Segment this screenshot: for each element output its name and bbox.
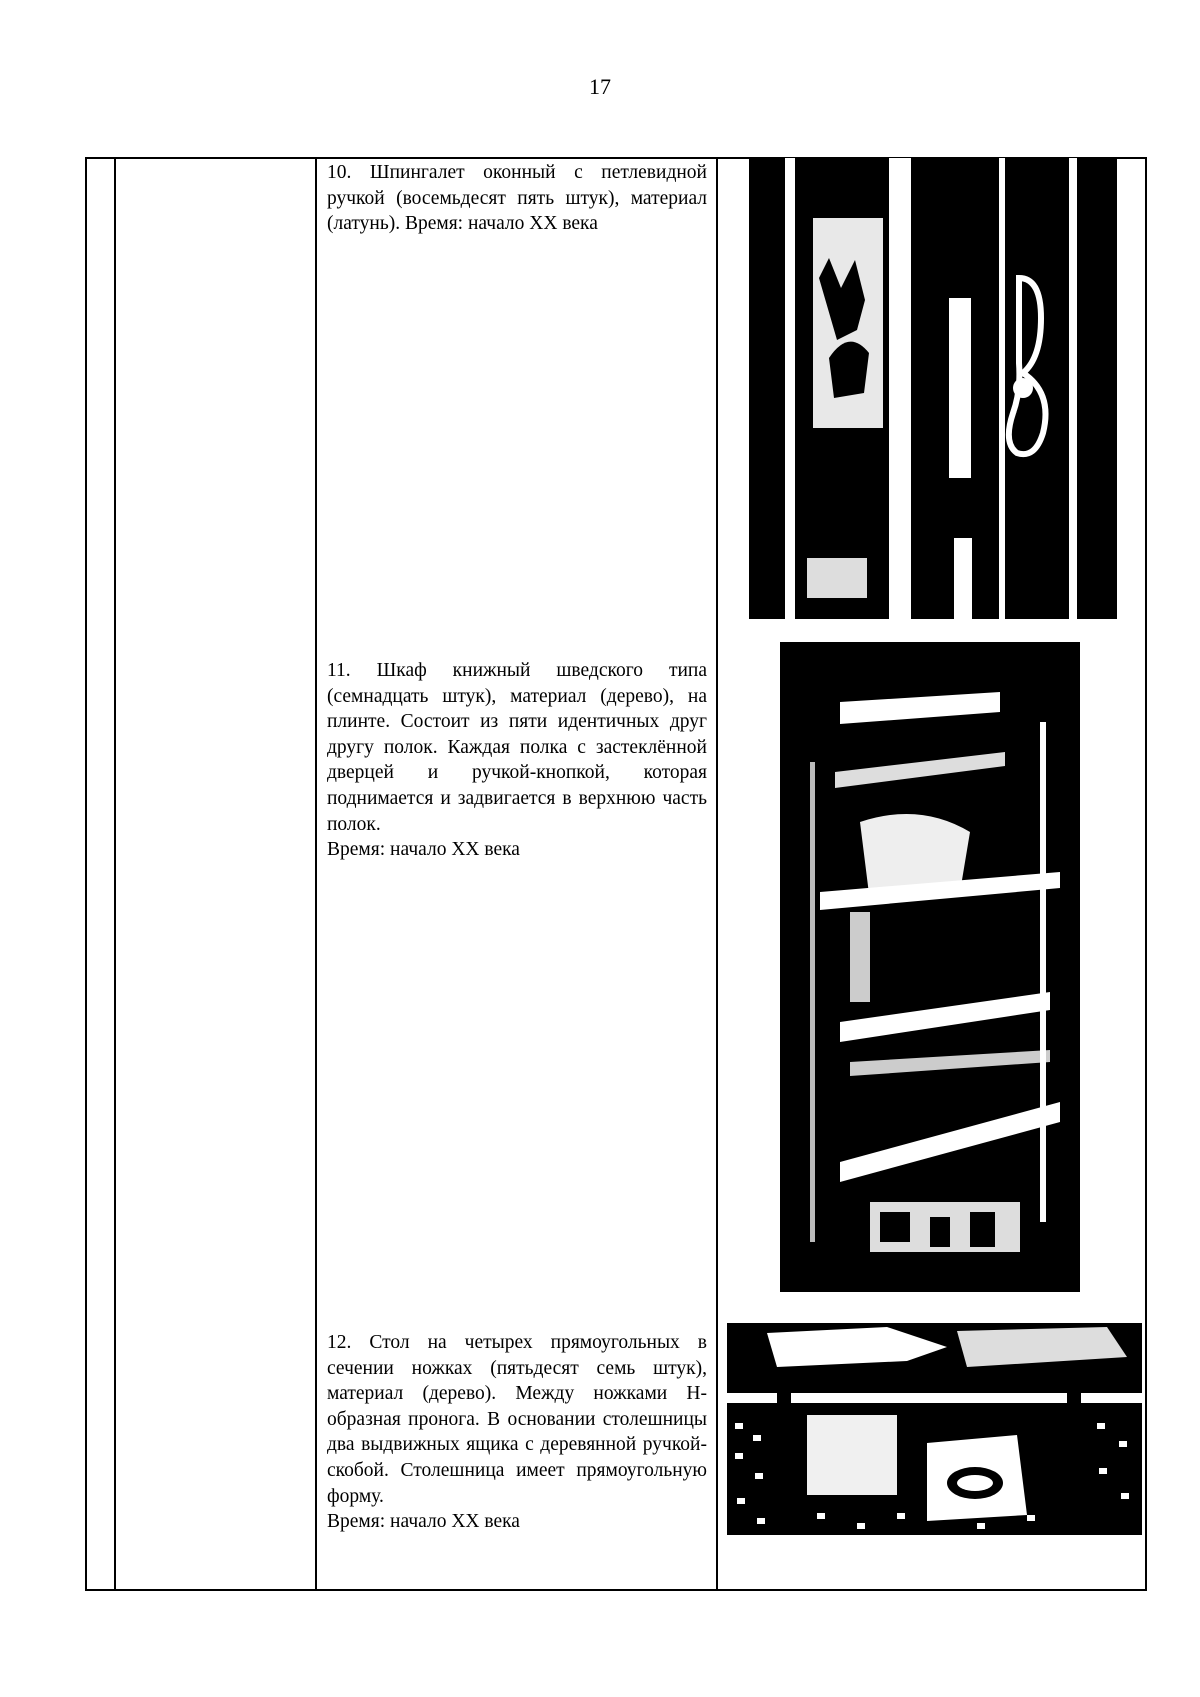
entry-12-description bbox=[327, 1330, 707, 1535]
entry-10-text: 10. Шпингалет оконный с петлевидной ручкой (восемьдесят пять штук), материал (латунь). Время: начало XX века bbox=[327, 162, 707, 235]
entry-10-description bbox=[327, 160, 707, 237]
table-column-divider bbox=[114, 157, 116, 1591]
entry-12-date: Время: начало XX века bbox=[327, 1511, 520, 1533]
entry-11-description bbox=[327, 658, 707, 863]
page-number: 17 bbox=[589, 74, 611, 99]
entry-12-text: 12. Стол на четырех прямоугольных в сечении ножках (пятьдесят семь штук), материал (дерево). Между ножками Н-образная пронога. В основании столешницы два выдвижных ящика с деревянной ручкой-скобой. Столешница имеет прямоугольную форму. bbox=[327, 1332, 707, 1507]
entry-11-date: Время: начало XX века bbox=[327, 839, 520, 861]
table-photo bbox=[727, 1323, 1142, 1535]
window-latch-photo bbox=[749, 158, 1117, 619]
bookcase-photo bbox=[780, 642, 1080, 1292]
table-column-divider bbox=[315, 157, 317, 1591]
entry-11-text: 11. Шкаф книжный шведского типа (семнадцать штук), материал (дерево), на плинте. Состоит из пяти идентичных друг другу полок. Каждая полка с застеклённой дверцей и ручкой-кнопкой, которая поднимается и задвигается в верхнюю часть полок. bbox=[327, 660, 707, 835]
table-column-divider bbox=[716, 157, 718, 1591]
